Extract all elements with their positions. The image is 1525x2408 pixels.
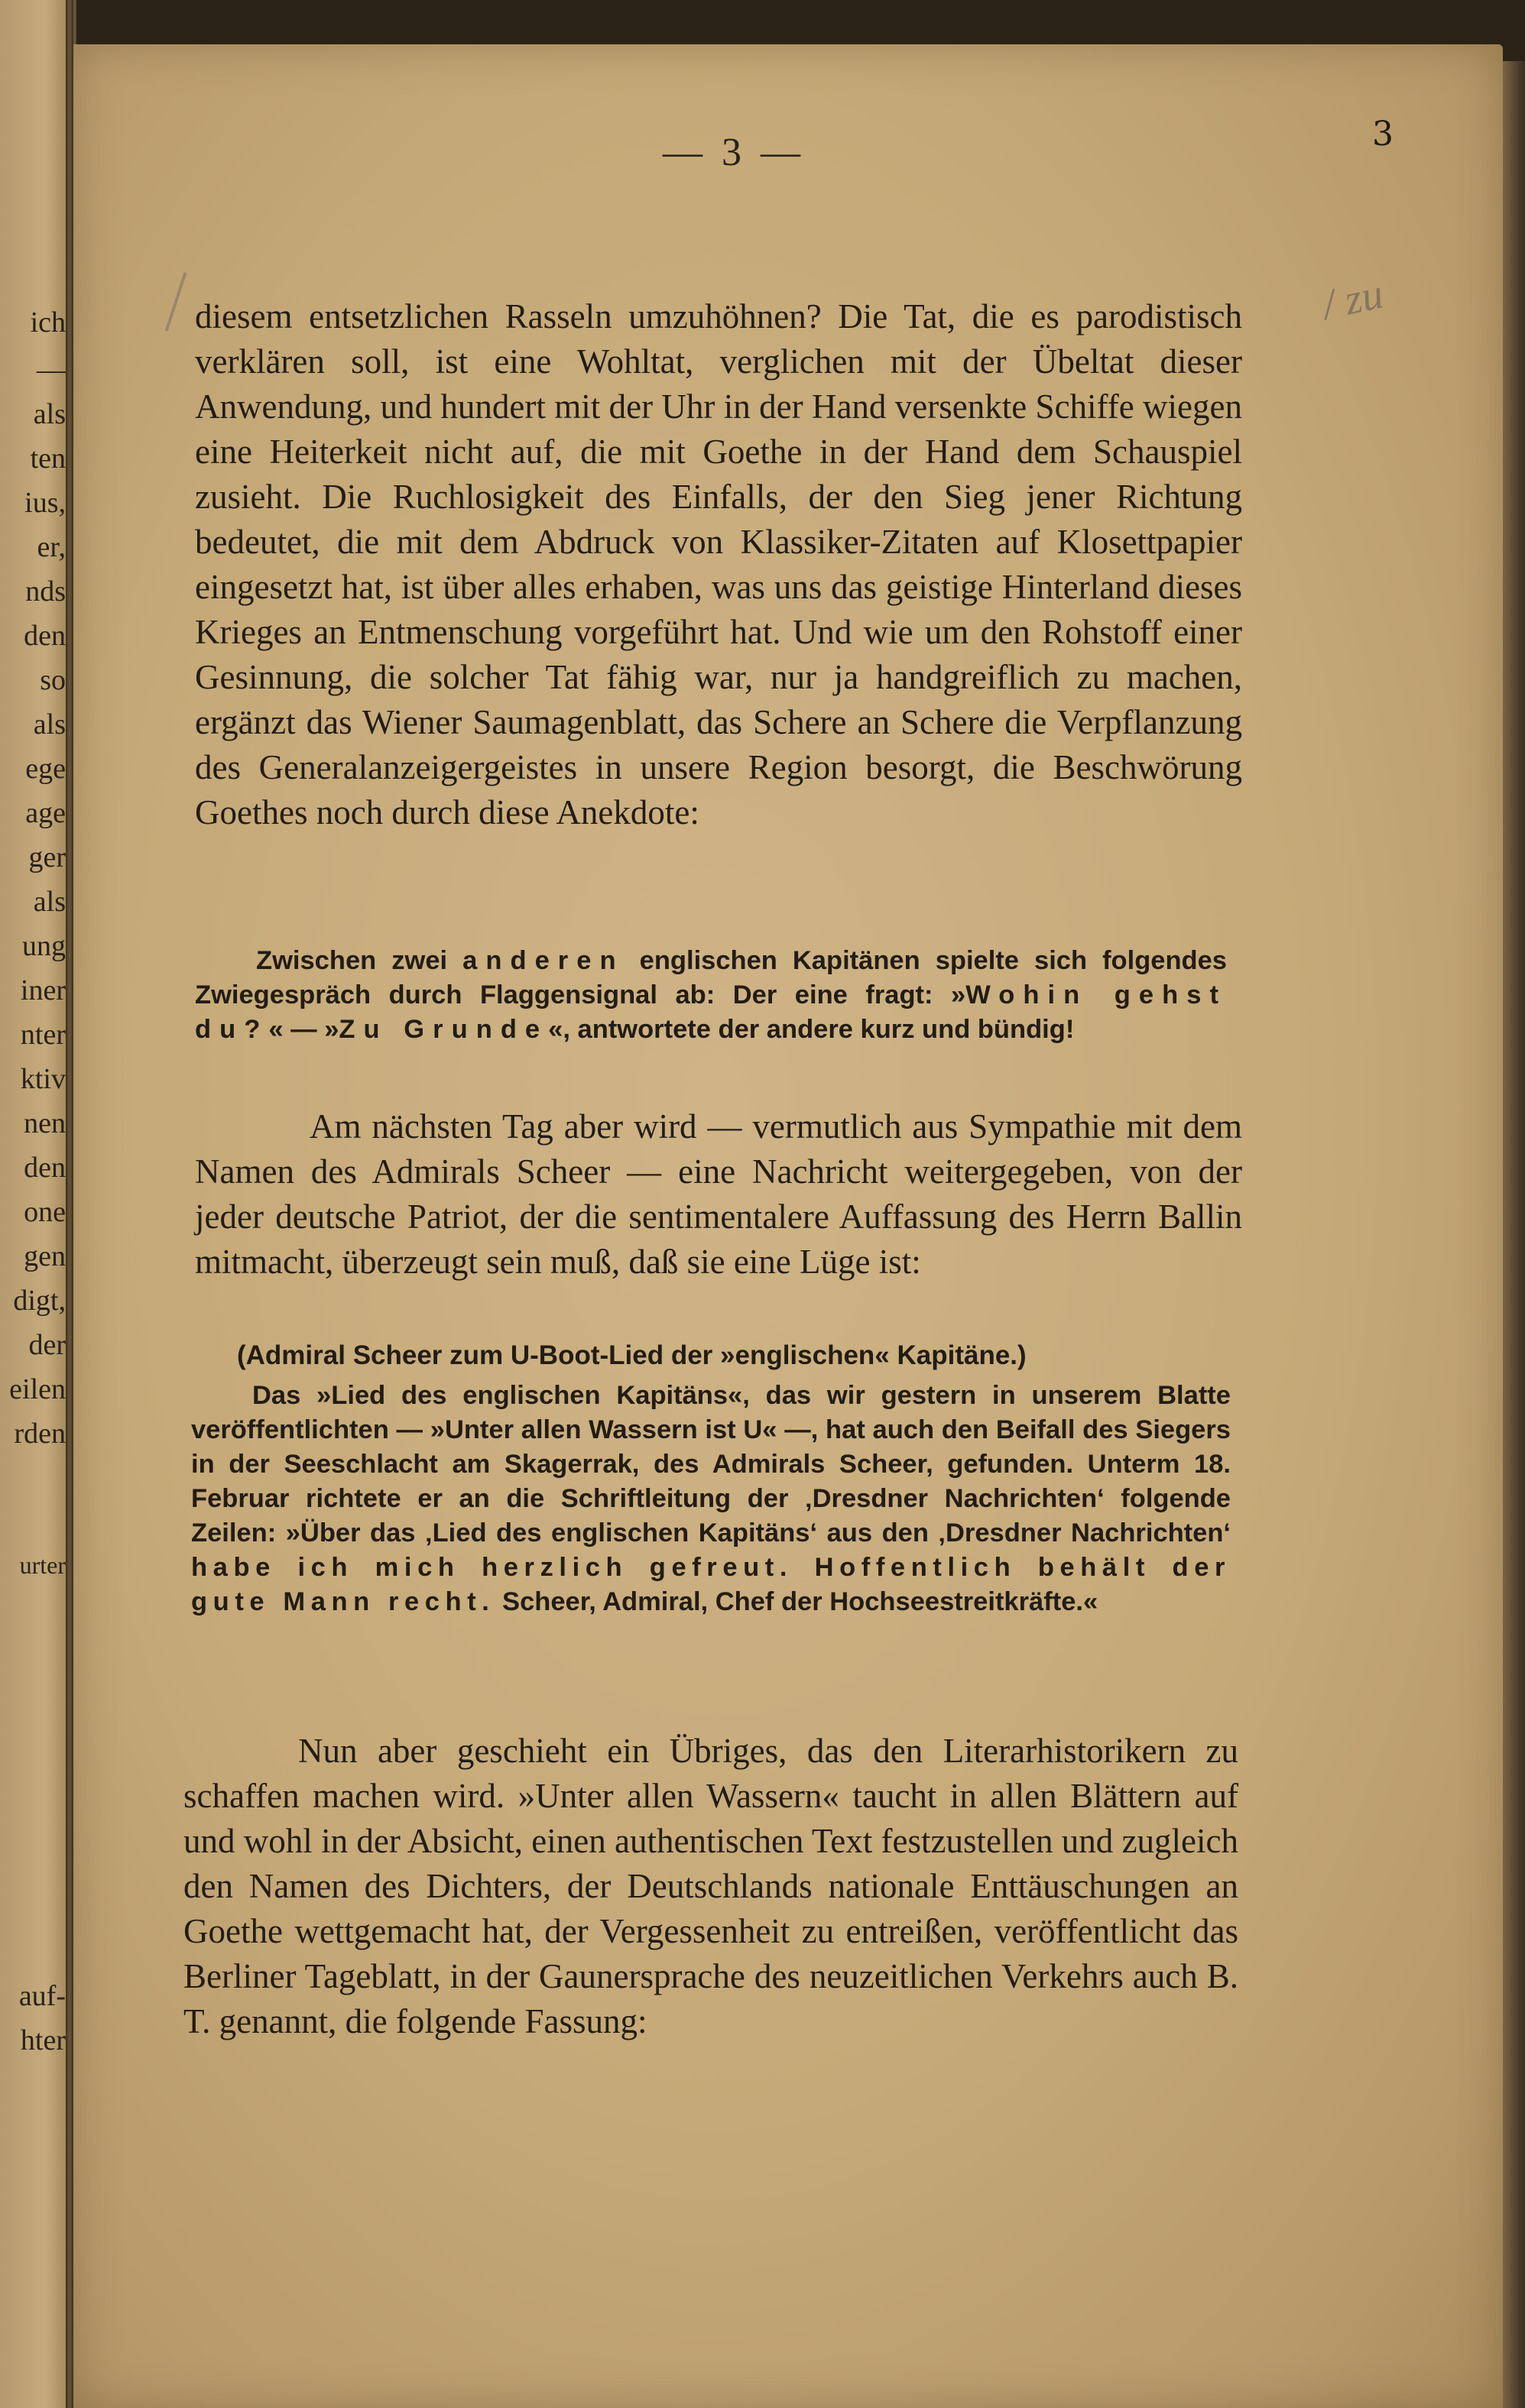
adjacent-page-strip: [0, 0, 76, 2408]
adjacent-fragment: —: [37, 354, 66, 386]
archive-number: 3: [1372, 115, 1394, 154]
adjacent-fragment: ten: [30, 442, 66, 475]
quote-segment: Scheer, Admiral, Chef der Hochseestreitkräfte.«: [495, 1587, 1098, 1616]
page-number: — 3 —: [663, 131, 805, 174]
adjacent-fragment: nter: [20, 1019, 66, 1051]
adjacent-fragment: one: [24, 1196, 66, 1228]
quote-segment: englischen Kapitänen spielte sich folgendes Zwiegespräch durch Flaggensignal ab: Der eine fragt: »: [195, 946, 1227, 1010]
quote-title: (Admiral Scheer zum U-Boot-Lied der »englischen« Kapitäne.): [237, 1340, 1027, 1370]
quote-text: [191, 1379, 1238, 1619]
adjacent-fragment: nds: [25, 575, 66, 608]
adjacent-fragment: den: [24, 620, 66, 652]
adjacent-fragment: als: [33, 886, 66, 918]
adjacent-fragment: der: [28, 1329, 66, 1361]
adjacent-fragment: gen: [24, 1240, 66, 1272]
page-edge: [1503, 61, 1525, 2408]
adjacent-fragment: ger: [28, 841, 66, 873]
body-text: diesem entsetzlichen Rasseln umzuhöhnen? Die Tat, die es parodistisch verklären soll, ist eine Wohltat, verglichen mit der Übeltat dieser Anwendung, und hundert mit der Uhr in der Hand versenkte Schiffe wiegen eine Heiterkeit nicht auf, die mit Goethe in der Hand dem Schauspiel zusieht. Die Ruchlosigkeit des Einfalls, der den Sieg jener Richtung bedeutet, die mit dem Abdruck von Klassiker-Zitaten auf Klosettpapier eingesetzt hat, ist über alles erhaben, was uns das geistige Hinterland dieses Krieges an Entmenschung vorgeführt hat. Und wie um den Rohstoff einer Gesinnung, die solcher Tat fähig war, nur ja handgreiflich zu machen, ergänzt das Wiener Saumagenblatt, das Schere an Schere die Verpflanzung des Generalanzeigergeistes in unsere Region besorgt, die Beschwörung Goethes noch durch diese Anekdote:: [195, 297, 1242, 831]
quote-spaced-segment: habe ich mich herzlich gefreut. Hoffentlich behält der gute Mann recht.: [191, 1553, 1231, 1616]
adjacent-fragment: ege: [25, 753, 66, 785]
adjacent-fragment: iner: [20, 974, 66, 1006]
adjacent-fragment: ung: [22, 930, 66, 962]
adjacent-fragment: digt,: [13, 1285, 66, 1317]
adjacent-fragment: ich: [30, 306, 66, 339]
quote-spaced-segment: Zu Grunde: [339, 1015, 549, 1044]
adjacent-fragment: als: [33, 708, 66, 741]
paragraph-1: [195, 294, 1242, 835]
adjacent-fragment: rden: [14, 1418, 66, 1450]
quote-anecdote: [195, 944, 1235, 1047]
quote-spaced-segment: Wohin gehst du?: [195, 980, 1227, 1044]
adjacent-fragment: auf-: [18, 1980, 66, 2012]
adjacent-fragment: als: [33, 398, 66, 430]
adjacent-fragment: ius,: [24, 487, 66, 519]
adjacent-fragment: so: [40, 664, 66, 696]
adjacent-fragment: er,: [37, 531, 66, 563]
body-text: Am nächsten Tag aber wird — vermutlich aus Sympathie mit dem Namen des Admirals Scheer — eine Nachricht weitergegeben, von der jeder deutsche Patriot, der die sentimentalere Auffassung des Herrn Ballin mitmacht, überzeugt sein muß, daß sie eine Lüge ist:: [195, 1107, 1242, 1281]
adjacent-fragment: eilen: [9, 1373, 66, 1405]
quote-segment: Das »Lied des englischen Kapitäns«, das wir gestern in unserem Blatte veröffentlichten — »Unter allen Wassern ist U« —, hat auch den Beifall des Siegers in der Seeschlacht am Skagerrak, des Admirals Scheer, gefunden. Unterm 18. Februar richtete er an die Schriftleitung der ‚Dresdner Nachrichten‘ folgende Zeilen: »Über das ‚Lied des englischen Kapitäns‘ aus den ‚Dresdner Nachrichten‘: [191, 1381, 1231, 1548]
body-text: Nun aber geschieht ein Übriges, das den Literarhistorikern zu schaffen machen wird. »Unter allen Wassern« taucht in allen Blättern auf und wohl in der Absicht, einen authentischen Text festzustellen und zugleich den Namen des Dichters, der Deutschlands nationale Enttäuschungen an Goethe wettgemacht hat, der Vergessenheit zu entreißen, veröffentlicht das Berliner Tageblatt, in der Gaunersprache des neuzeitlichen Verkehrs auch B. T. genannt, die folgende Fassung:: [183, 1732, 1238, 2040]
quote-text: [195, 944, 1235, 1047]
adjacent-fragment: den: [24, 1152, 66, 1184]
adjacent-fragment: age: [25, 797, 66, 829]
paragraph-2: [195, 1104, 1242, 1285]
adjacent-fragment: nen: [24, 1107, 66, 1139]
quote-segment: Zwischen zwei: [256, 946, 463, 975]
pencil-annotation: / zu: [1318, 270, 1387, 329]
quote-segment: « — »: [268, 1015, 339, 1044]
paragraph-3: [183, 1729, 1238, 2044]
quote-segment: «, antwortete der andere kurz und bündig!: [548, 1015, 1075, 1044]
adjacent-fragment: ktiv: [20, 1063, 66, 1095]
quote-spaced-segment: anderen: [462, 946, 625, 975]
adjacent-fragment: urter: [19, 1551, 66, 1579]
quote-scheer: [191, 1337, 1238, 1619]
adjacent-fragment: hter: [20, 2024, 66, 2056]
book-binding: [66, 0, 73, 2408]
